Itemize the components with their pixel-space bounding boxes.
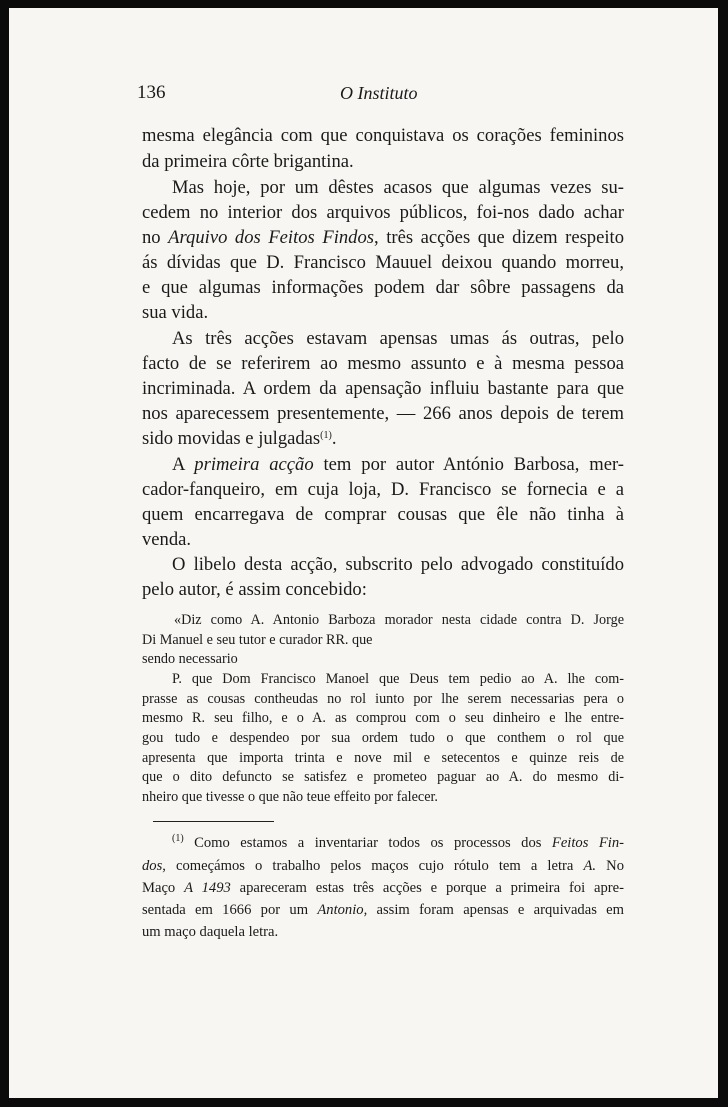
footnote-divider — [153, 821, 274, 822]
text-run: Maço — [142, 880, 185, 896]
text-line: e que algumas informações podem dar sôbre passagens da — [142, 277, 624, 298]
text-line: facto de se referirem ao mesmo assunto e à mesma pessoa — [142, 353, 624, 374]
text-line: cador-fanqueiro, em cuja loja, D. Francisco se fornecia e a — [142, 479, 624, 500]
quote-line: que o dito defuncto se satisfez e prometeo paguar ao A. do mesmo di- — [142, 769, 624, 785]
page-number: 136 — [137, 82, 166, 103]
archive-title: Arquivo dos Feitos Findos — [168, 227, 375, 248]
text-line — [142, 428, 624, 450]
text-run: . — [331, 428, 337, 449]
footnote-line — [172, 834, 624, 852]
text-line: da primeira côrte brigantina. — [142, 151, 354, 172]
text-run: assim foram apensas e arquivadas em — [367, 902, 624, 918]
text-line: sua vida. — [142, 302, 209, 323]
quote-line: prasse as cousas contheudas no rol iunto por lhe serem necessarias pera o — [142, 691, 624, 707]
text-run: no — [142, 227, 169, 248]
text-run: sentada em 1666 por um — [142, 902, 318, 918]
emphasis: Antonio, — [317, 902, 368, 918]
emphasis: dos — [142, 858, 163, 874]
emphasis: A. — [583, 858, 597, 874]
text-run: No — [596, 858, 624, 874]
text-run: tem por autor António Barbosa, mer- — [313, 454, 624, 475]
quote-line: nheiro que tivesse o que não teue effeito por falecer. — [142, 789, 438, 805]
footnote-line: um maço daquela letra. — [142, 924, 279, 940]
footnote-line — [142, 901, 624, 919]
quote-line: «Diz como A. Antonio Barboza morador nesta cidade contra D. Jorge — [174, 612, 624, 628]
text-line — [142, 227, 624, 249]
text-line: mesma elegância com que conquistava os corações femininos — [142, 125, 624, 146]
text-line: nos aparecessem presentemente, — 266 anos depois de terem — [142, 403, 624, 424]
text-line: As três acções estavam apensas umas ás outras, pelo — [172, 328, 624, 349]
text-run: sido movidas e julgadas — [142, 428, 321, 449]
quote-line: gou tudo e despendeo por sua ordem tudo o que conthem o rol que — [142, 730, 624, 746]
quote-line: mesmo R. seu filho, e o A. as comprou com o seu dinheiro e lhe entre- — [142, 710, 624, 726]
text-line: ás dívidas que D. Francisco Mauuel deixou quando morreu, — [142, 252, 624, 273]
quote-line: apresenta que importa trinta e nove mil e setecentos e quinze reis de — [142, 750, 624, 766]
footnote-line — [142, 857, 624, 875]
quote-line: P. que Dom Francisco Manoel que Deus tem pedio ao A. lhe com- — [172, 671, 624, 687]
footnote-reference: (1) — [320, 430, 332, 441]
text-line — [172, 454, 624, 476]
text-line: venda. — [142, 529, 192, 550]
quote-line: sendo necessario — [142, 651, 238, 667]
text-run: apareceram estas três acções e porque a primeira foi apre- — [230, 880, 624, 896]
text-run: Como estamos a inventariar todos os processos dos — [183, 835, 552, 851]
footnote-line — [142, 879, 624, 897]
text-line: pelo autor, é assim concebido: — [142, 579, 367, 600]
text-line: incriminada. A ordem da apensação influiu bastante para que — [142, 378, 624, 399]
quote-line: Di Manuel e seu tutor e curador RR. que — [142, 632, 373, 648]
book-page — [9, 8, 718, 1098]
text-line: Mas hoje, por um dêstes acasos que algumas vezes su- — [172, 177, 624, 198]
text-line: O libelo desta acção, subscrito pelo advogado constituído — [172, 554, 624, 575]
emphasis: Feitos Fin- — [551, 835, 624, 851]
text-line: cedem no interior dos arquivos públicos, foi-nos dado achar — [142, 202, 624, 223]
running-title: O Instituto — [340, 83, 418, 103]
text-run: , três acções que dizem respeito — [374, 227, 624, 248]
text-run: , começámos o trabalho pelos maços cujo rótulo tem a letra — [162, 858, 584, 874]
footnote-marker: (1) — [172, 833, 184, 844]
emphasis: A 1493 — [184, 880, 231, 896]
text-line: quem encarregava de comprar cousas que êle não tinha à — [142, 504, 624, 525]
text-run: A — [172, 454, 195, 475]
emphasis: primeira acção — [194, 454, 314, 475]
